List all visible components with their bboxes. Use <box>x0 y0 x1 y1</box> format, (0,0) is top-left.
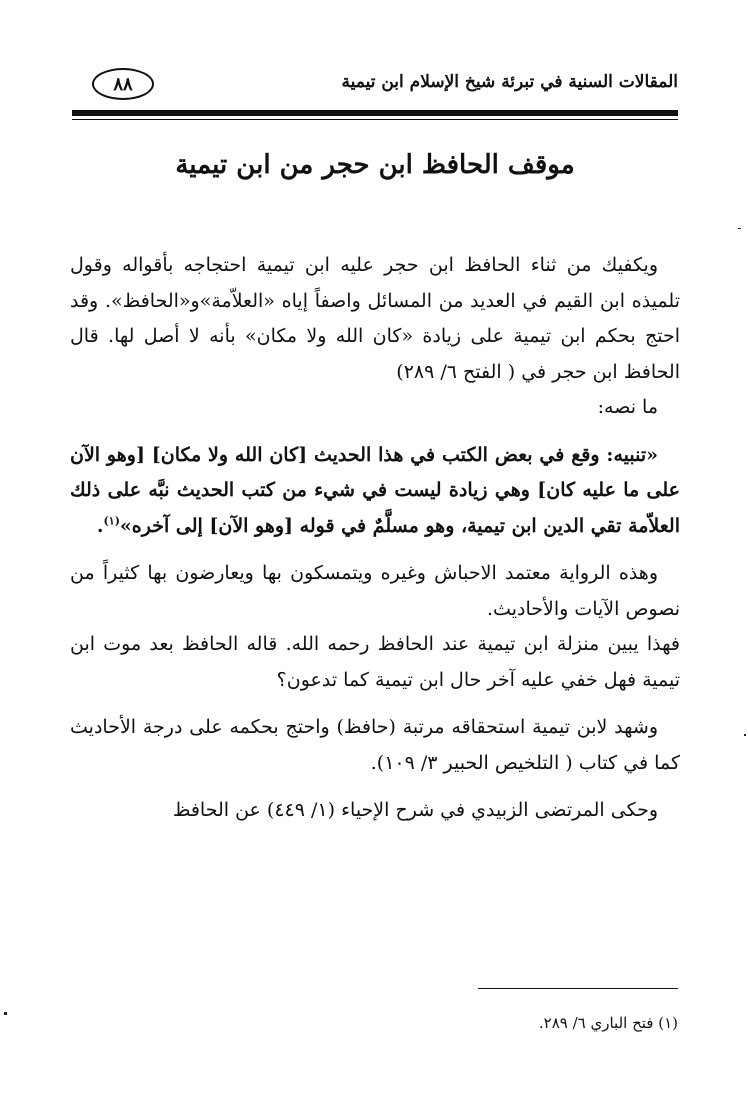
book-title: المقالات السنية في تبرئة شيخ الإسلام ابن تيمية <box>341 72 678 92</box>
paragraph-2: وهذه الرواية معتمد الاحباش وغيره ويتمسكون بها ويعارضون بها كثيراً من نصوص الآيات والأحاديث. <box>70 562 680 620</box>
scan-mark <box>4 1012 7 1015</box>
paragraph-4: وشهد لابن تيمية استحقاقه مرتبة (حافظ) واحتج بحكمه على درجة الأحاديث كما في كتاب ( التلخيص الحبير ٣/ ١٠٩). <box>70 716 680 774</box>
quotation <box>70 438 680 545</box>
footnote: (١) فتح الباري ٦/ ٢٨٩. <box>538 1014 678 1032</box>
footnote-separator <box>478 988 678 989</box>
paragraph-3: فهذا يبين منزلة ابن تيمية عند الحافظ رحمه الله. قاله الحافظ بعد موت ابن تيمية فهل خفي عليه آخر حال ابن تيمية كما تدعون؟ <box>70 633 680 691</box>
quotation-text: «تنبيه: وقع في بعض الكتب في هذا الحديث [كان الله ولا مكان] [وهو الآن على ما عليه كان] وهي زيادة ليست في شيء من كتب الحديث نبَّه على ذلك العلاّمة تقي الدين ابن تيمية، وهو مسلَّمٌ في قوله [وهو الآن] إلى آخره» <box>70 443 680 537</box>
paragraph-5: وحكى المرتضى الزبيدي في شرح الإحياء (١/ ٤٤٩) عن الحافظ <box>172 799 658 821</box>
paragraph-1-end: ما نصه: <box>597 396 658 418</box>
scan-mark <box>744 734 746 736</box>
quotation-end: . <box>96 514 104 537</box>
footnote-reference: (١) <box>103 514 120 528</box>
scan-mark <box>738 228 741 229</box>
page-number: ٨٨ <box>92 68 154 100</box>
header-rule-thick <box>72 110 678 116</box>
body-text <box>70 248 680 829</box>
running-header <box>72 64 678 104</box>
paragraph-1-text: ويكفيك من ثناء الحافظ ابن حجر عليه ابن تيمية احتجاجه بأقواله وقول تلميذه ابن القيم في العديد من المسائل واصفاً إياه «العلاّمة»و«الحافظ». وقد احتج بحكم ابن تيمية على زيادة «كان الله ولا مكان» بأنه لا أصل لها. قال الحافظ ابن حجر في ( الفتح ٦/ ٢٨٩) <box>70 254 680 383</box>
chapter-title: موقف الحافظ ابن حجر من ابن تيمية <box>175 150 575 180</box>
paragraph-1 <box>70 248 680 390</box>
header-rule-thin <box>72 119 678 120</box>
